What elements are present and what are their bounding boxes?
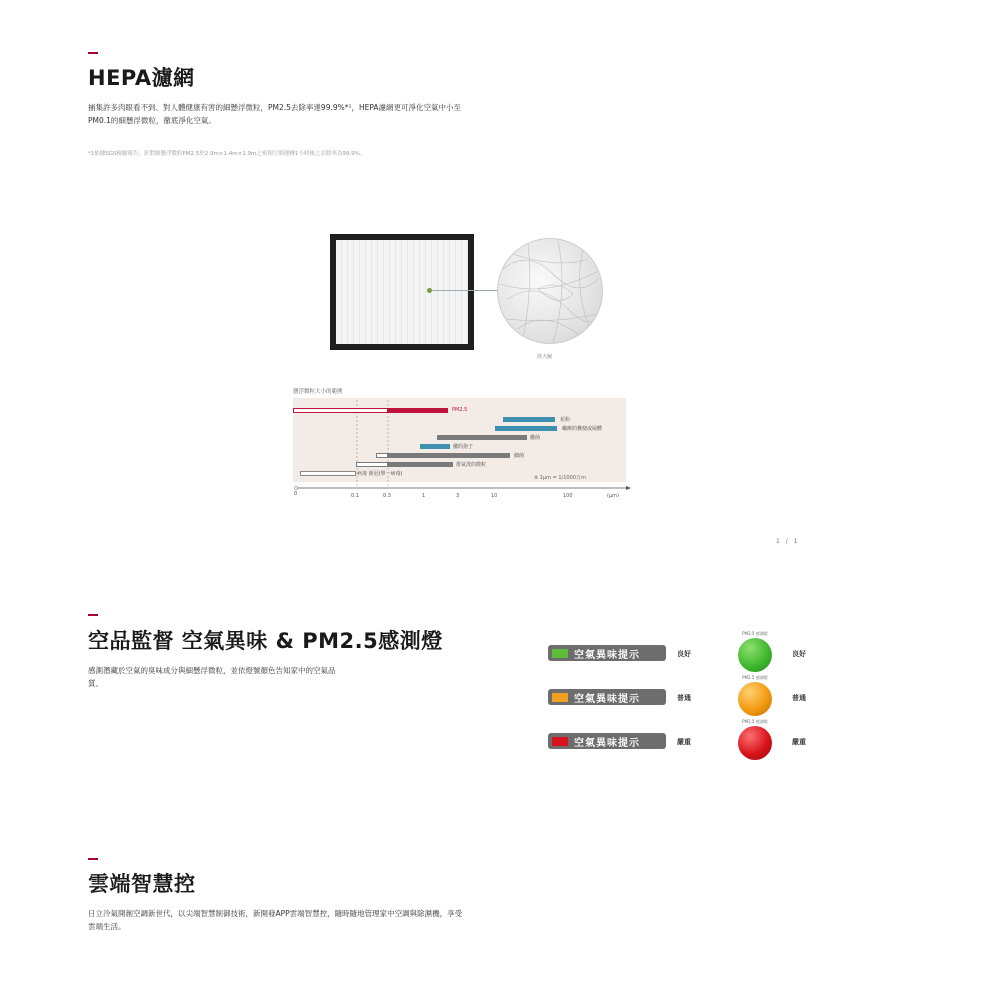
unit-note: ※ 1μm = 1/1000万m (534, 475, 586, 481)
pm25-lamp-orange (738, 682, 772, 716)
label-pm25: PM2.5 (452, 407, 468, 413)
label-bacteria: 細菌 (514, 453, 525, 459)
axis-unit: (μm) (607, 493, 619, 499)
tick-0.3: 0.3 (383, 493, 391, 499)
sensor-desc-line2: 質。 (88, 679, 103, 688)
cloud-description (88, 907, 648, 933)
section-marker (88, 858, 98, 860)
pm25-status-good: 良好 (792, 650, 806, 658)
bar-virus (300, 471, 356, 476)
odor-indicator-severe (548, 733, 666, 749)
hepa-title: HEPA濾網 (88, 66, 195, 90)
indicator-label: 空氣異味提示 (574, 693, 640, 705)
particle-chart-title: 懸浮微粒大小的範例 (293, 389, 343, 395)
zoom-caption: 放大圖 (537, 354, 553, 360)
indicator-swatch-red (552, 737, 568, 746)
odor-status-normal: 普通 (677, 694, 691, 702)
odor-status-severe: 嚴重 (677, 738, 691, 746)
tick-0: 0 (294, 491, 298, 497)
sensor-desc-line1: 感測潛藏於空氣的臭味成分與細懸浮微粒，並依燈號顏色告知家中的空氣品 (88, 666, 336, 675)
cloud-desc-line2: 雲端生活。 (88, 922, 126, 931)
label-pollen: 花粉 (560, 417, 571, 423)
bar-exhaust-outline (356, 462, 388, 467)
image-pager: 1 / 1 (776, 538, 800, 545)
hepa-footnote: *1依據SGS檢驗報告，針對細懸浮微粒PM2.5於2.9m×1.4m×1.9m之密閉空間運轉1小時後之去除率為99.9%。 (88, 151, 366, 157)
label-mite: 蟎塵的糞便或屍體 (562, 426, 603, 432)
label-virus: 病毒 新冠(單一病毒) (357, 471, 403, 477)
tick-100: 100 (563, 493, 573, 499)
bar-mold (437, 435, 527, 440)
cloud-desc-line1: 日立冷氣開創空調新世代，以尖端智慧制御技術，新開發APP雲端智慧控，隨時隨地管理家中空調與除濕機，享受 (88, 909, 463, 918)
indicator-swatch-green (552, 649, 568, 658)
odor-indicator-normal (548, 689, 666, 705)
tick-10: 10 (491, 493, 498, 499)
indicator-label: 空氣異味提示 (574, 649, 640, 661)
bar-mite (495, 426, 557, 431)
label-exhaust: 排氣洗的微粒 (456, 462, 487, 468)
sensor-description (88, 664, 458, 690)
bar-spores (420, 444, 450, 449)
label-mold: 黴菌 (530, 435, 541, 441)
odor-indicator-good (548, 645, 666, 661)
indicator-label: 空氣異味提示 (574, 737, 640, 749)
bar-pm25-outline (293, 408, 388, 413)
section-marker (88, 614, 98, 616)
pm25-status-normal: 普通 (792, 694, 806, 702)
tick-1: 1 (422, 493, 426, 499)
lamp-ring-label: PM2.5 感測燈 (742, 675, 768, 680)
lamp-ring-label: PM2.5 感測燈 (742, 719, 768, 724)
odor-status-good: 良好 (677, 650, 691, 658)
label-spores: 黴的孢子 (453, 444, 474, 450)
pm25-lamp-red (738, 726, 772, 760)
sensor-title: 空品監督 空氣異味 & PM2.5感測燈 (88, 629, 443, 653)
tick-3: 3 (456, 493, 460, 499)
cloud-title: 雲端智慧控 (88, 872, 196, 896)
hepa-desc-line1: 捕集許多肉眼看不到、對人體健康有害的細懸浮微粒，PM2.5去除率達99.9%*¹，HEPA濾網更可淨化空氣中小至 (88, 103, 462, 112)
bar-pollen (503, 417, 555, 422)
tick-0.1: 0.1 (351, 493, 359, 499)
pm25-status-severe: 嚴重 (792, 738, 806, 746)
hepa-desc-line2: PM0.1的細懸浮微粒，徹底淨化空氣。 (88, 116, 216, 125)
bar-bacteria (388, 453, 510, 458)
pm25-lamp-green (738, 638, 772, 672)
indicator-swatch-orange (552, 693, 568, 702)
bar-pm25 (388, 408, 448, 413)
lamp-ring-label: PM2.5 感測燈 (742, 631, 768, 636)
bar-exhaust (388, 462, 453, 467)
bar-bacteria-outline (376, 453, 388, 458)
